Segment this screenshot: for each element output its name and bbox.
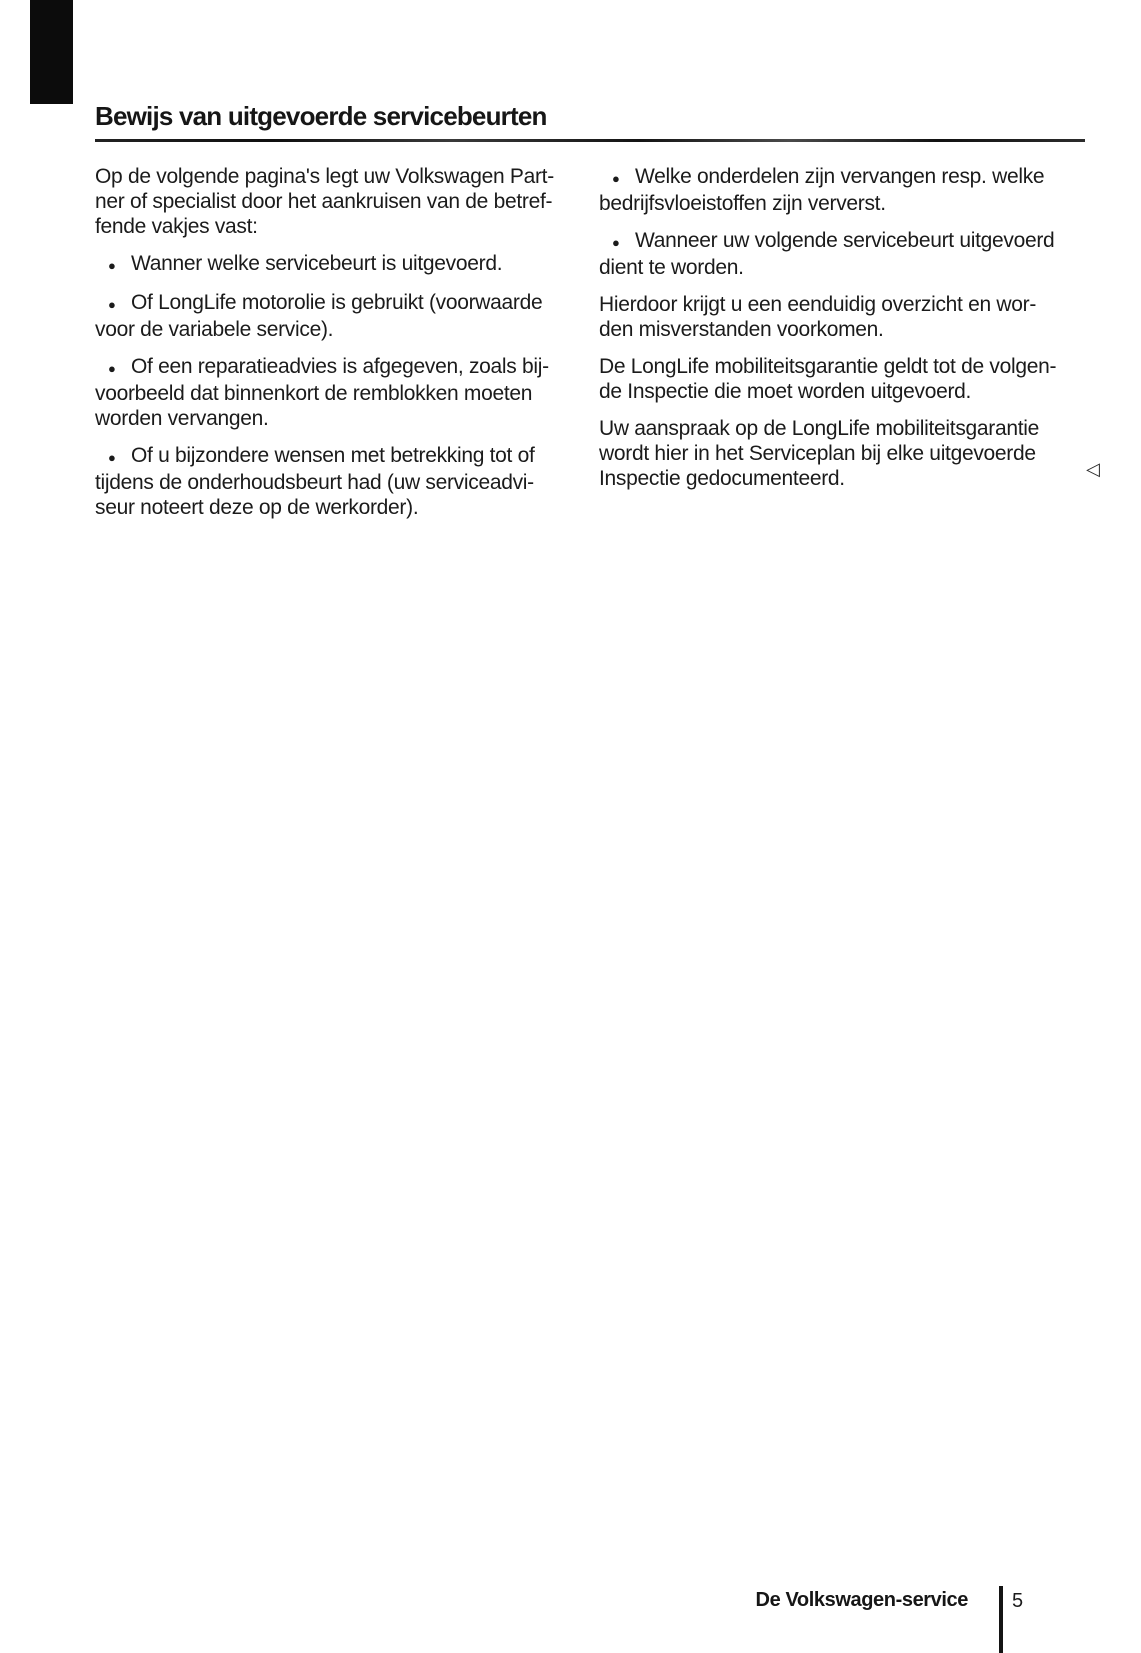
bullet-paragraph — [599, 164, 1063, 216]
paragraph — [599, 292, 1063, 342]
bullet-paragraph — [95, 251, 557, 278]
text-line: Hierdoor krijgt u een eenduidig overzicht en wor- — [599, 293, 1037, 316]
paragraph — [95, 164, 557, 239]
text-line: De LongLife mobiliteitsgarantie geldt tot de volgen- — [599, 355, 1057, 378]
text-line: ner of specialist door het aankruisen van de betref- — [95, 190, 553, 213]
bullet-icon: ● — [108, 450, 116, 465]
text-line: ● Of LongLife motorolie is gebruikt (voorwaarde — [95, 290, 557, 317]
text-line: wordt hier in het Serviceplan bij elke uitgevoerde — [599, 442, 1036, 465]
text-line: ● Of een reparatieadvies is afgegeven, zoals bij- — [95, 354, 557, 381]
paragraph — [599, 416, 1063, 491]
bullet-paragraph — [95, 290, 557, 342]
text-line: seur noteert deze op de werkorder). — [95, 496, 419, 519]
bullet-icon: ● — [108, 297, 116, 312]
text-line: dient te worden. — [599, 256, 744, 279]
content-columns — [95, 164, 1063, 520]
text-line: ● Wanner welke servicebeurt is uitgevoerd. — [95, 251, 557, 278]
bullet-icon: ● — [612, 171, 620, 186]
bullet-icon: ● — [108, 258, 116, 273]
bullet-paragraph — [95, 443, 557, 520]
text-line: voor de variabele service). — [95, 318, 334, 341]
text-line: ● Of u bijzondere wensen met betrekking tot of — [95, 443, 557, 470]
bullet-icon: ● — [108, 361, 116, 376]
left-column — [95, 164, 557, 520]
text-line: Op de volgende pagina's legt uw Volkswagen Part- — [95, 165, 554, 188]
footer-divider — [999, 1586, 1003, 1653]
bullet-paragraph — [95, 354, 557, 431]
text-line: worden vervangen. — [95, 407, 269, 430]
scan-artifact-bar — [30, 0, 73, 104]
bullet-paragraph — [599, 228, 1063, 280]
text-line: Inspectie gedocumenteerd. — [599, 467, 845, 490]
section-end-icon: ◁ — [1086, 459, 1100, 479]
right-column — [599, 164, 1063, 520]
bullet-icon: ● — [612, 235, 620, 250]
text-line: ● Wanneer uw volgende servicebeurt uitgevoerd — [599, 228, 1063, 255]
text-line: tijdens de onderhoudsbeurt had (uw serviceadvi- — [95, 471, 534, 494]
page-title: Bewijs van uitgevoerde servicebeurten — [95, 101, 547, 131]
footer-title: De Volkswagen-service — [755, 1589, 968, 1611]
text-line: voorbeeld dat binnenkort de remblokken moeten — [95, 382, 533, 405]
paragraph — [599, 354, 1063, 404]
text-line: den misverstanden voorkomen. — [599, 318, 884, 341]
text-line: fende vakjes vast: — [95, 215, 258, 238]
text-line: ● Welke onderdelen zijn vervangen resp. welke — [599, 164, 1063, 191]
text-line: de Inspectie die moet worden uitgevoerd. — [599, 380, 972, 403]
page-number: 5 — [1012, 1590, 1024, 1612]
text-line: Uw aanspraak op de LongLife mobiliteitsgarantie — [599, 417, 1040, 440]
heading-rule — [95, 139, 1085, 142]
text-line: bedrijfsvloeistoffen zijn ververst. — [599, 192, 886, 215]
